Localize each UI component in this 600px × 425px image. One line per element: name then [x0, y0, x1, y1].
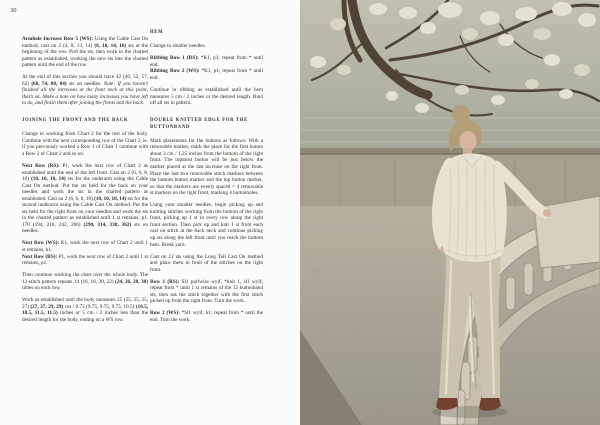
paragraph — [22, 297, 148, 323]
text-segment: Next Row (RS): — [22, 253, 59, 260]
paragraph — [150, 310, 263, 323]
text-segment: (24, 26, 28, 30) — [115, 278, 148, 285]
paragraph — [22, 163, 148, 235]
text-segment: K1, work the next row of Chart 2 until 1 st remains, k1. — [22, 240, 148, 254]
paragraph — [150, 87, 263, 107]
text-segment: Mark placements for the buttons as follows: With a removable marker, mark the place for the first button about 3 cm / 1.25 inches from the bottom of the right front. The topmost button will be just below the marker placed at the last increase on the right front. Place the last two removable stitch markers between the bottom button marker and the top button marker, so that the markers are evenly spaced = 4 removable st markers on the right front, marking 4 buttonholes. — [150, 137, 263, 197]
paragraph — [22, 240, 148, 266]
text-column-middle — [150, 30, 263, 329]
text-segment: (290, 314, 338, 362) — [83, 221, 132, 228]
text-segment: Cast on 12 sts using the Long Tail Cast On method and place them in front of the stitches on the right front. — [150, 253, 263, 273]
text-segment: Change to smaller needles. — [150, 43, 206, 50]
text-segment: (10.5, 10.5, 11.5, 11.5) — [22, 303, 148, 317]
text-segment: Next Row (WS): — [22, 240, 61, 247]
text-segment: Then continue working the chart over the whole body. The 12-stitch pattern repeats 14 (16, 18, 20, 22) — [22, 272, 148, 285]
text-segment: (8, 10, 14, 16) — [94, 42, 127, 49]
text-segment: Note: If you haven’t finished all the increases at the front neck at this point, that’s ok. Make a note on how many increases you have left to do, and finish them after joining the fronts and the back. — [22, 80, 148, 107]
text-segment: Using your smaller needles, begin picking up and knitting stitches working from the bottom of the right front, picking up 1 st in every row along the right front section. Then pick up and knit 1 st from each cast on stitch at the back neck and continue picking up sts along the left front until you reach the bottom hem. Break yarn. — [150, 202, 263, 248]
text-segment: *K1, p1; repeat from * until end. — [150, 68, 263, 81]
paragraph — [150, 43, 263, 50]
paragraph — [150, 138, 263, 197]
text-segment: (10, 10, 10, 14) — [31, 176, 66, 183]
text-segment: Change to working from Chart 2 for the rest of the body. Continue with the next corresponding row of the Chart 2, ie. if you previously worked a Row 1 of Chart 1 continue with a Row 2 of Chart 2 and so on. — [22, 131, 148, 157]
section-heading: DOUBLE KNITTED EDGE FOR THE BUTTONBAND — [150, 117, 248, 130]
paragraph — [22, 131, 148, 157]
text-segment: Next Row (RS): — [22, 162, 63, 169]
text-segment: Sl1 purlwise wyif, *knit 1, sl1 wyif; repeat from * until 1 st remains of the 12 buttonband sts, then ssk the stitch together with the first stitch picked up from the right front. Turn the work. — [150, 278, 263, 305]
text-segment: sts on needles. — [22, 221, 148, 235]
text-segment: Row 1 (RS): — [150, 278, 182, 285]
text-segment: (10, 10, 10, 14) — [94, 195, 127, 202]
text-segment: sts for the underarm using the Cable Cast On method. Put the sts held for the back on your needles and work the sts in the charted pattern as established. Cast on 2 (6, 6, 8, 10) — [22, 176, 148, 202]
text-segment: Row 2 (WS): — [150, 310, 182, 317]
text-segment: At the end of this section you should have 42 (46, 52, 57, 62) — [22, 74, 148, 87]
paragraph — [150, 254, 263, 274]
section-heading: JOINING THE FRONT AND THE BACK — [22, 117, 129, 123]
text-segment: Ribbing Row 2 (WS): — [150, 68, 202, 75]
photo-tone-overlay — [300, 0, 600, 425]
text-segment: P1, work the next row of Chart 2 as established until the end of the left front. Cast on 2 (6, 6, 8, 10) — [22, 162, 148, 183]
paragraph — [150, 279, 263, 305]
text-segment: Using the Cable Cast On method, cast on 2 (4, 8, 13, 14) — [22, 36, 148, 49]
text-segment: Work as established until the body measures 25 (25, 25, 25, 27) — [22, 297, 148, 310]
paragraph — [22, 74, 148, 107]
text-segment: (27, 27, 29, 29) — [30, 303, 64, 310]
paragraph — [22, 272, 148, 292]
text-column-left — [22, 36, 148, 329]
text-segment: inches or 5 cm / 2 inches less than the desired length for the body, ending on a WS row. — [22, 310, 149, 323]
photo — [300, 0, 600, 425]
text-segment: *Sl1 wyif, k1; repeat from * until the end. Turn the work. — [150, 310, 263, 323]
text-segment: Ribbing Row 1 (RS): — [150, 55, 201, 62]
text-segment: (68, 74, 80, 84) — [31, 80, 67, 87]
paragraph — [150, 55, 263, 81]
paragraph — [22, 36, 148, 69]
page-number: 30 — [10, 7, 17, 14]
text-segment: times on each row. — [22, 285, 61, 292]
text-segment: sts at the beginning of the row. Purl the sts, then work in the charted pattern as established, working the new sts into the charted pattern until the end of the row. — [22, 42, 148, 69]
text-segment: *K1, p1; repeat from * until end. — [150, 55, 264, 68]
text-segment: Continue in ribbing as established until the hem measures 5 cm / 2 inches or the desired length. Bind off all sts in pattern. — [150, 87, 263, 107]
text-segment: P1, work the next row of Chart 2 until 1 st remains, p1. — [22, 253, 148, 267]
text-segment: Armhole Increase Row 5 (WS): — [22, 36, 95, 42]
section-heading: HEM — [150, 30, 164, 35]
text-segment: sts on needles. — [66, 80, 104, 87]
text-segment: sts for the second underarm using the Cable Cast On method. Put the sts held for the right front on your needles and work the sts in the charted pattern as established until 1 st remains, p1. 170 (194, 218, 242, 266) — [22, 195, 148, 228]
text-segment: cm / 9.75 (9.75, 9.75, 9.75, 10.5) — [63, 303, 136, 310]
paragraph — [150, 202, 263, 248]
